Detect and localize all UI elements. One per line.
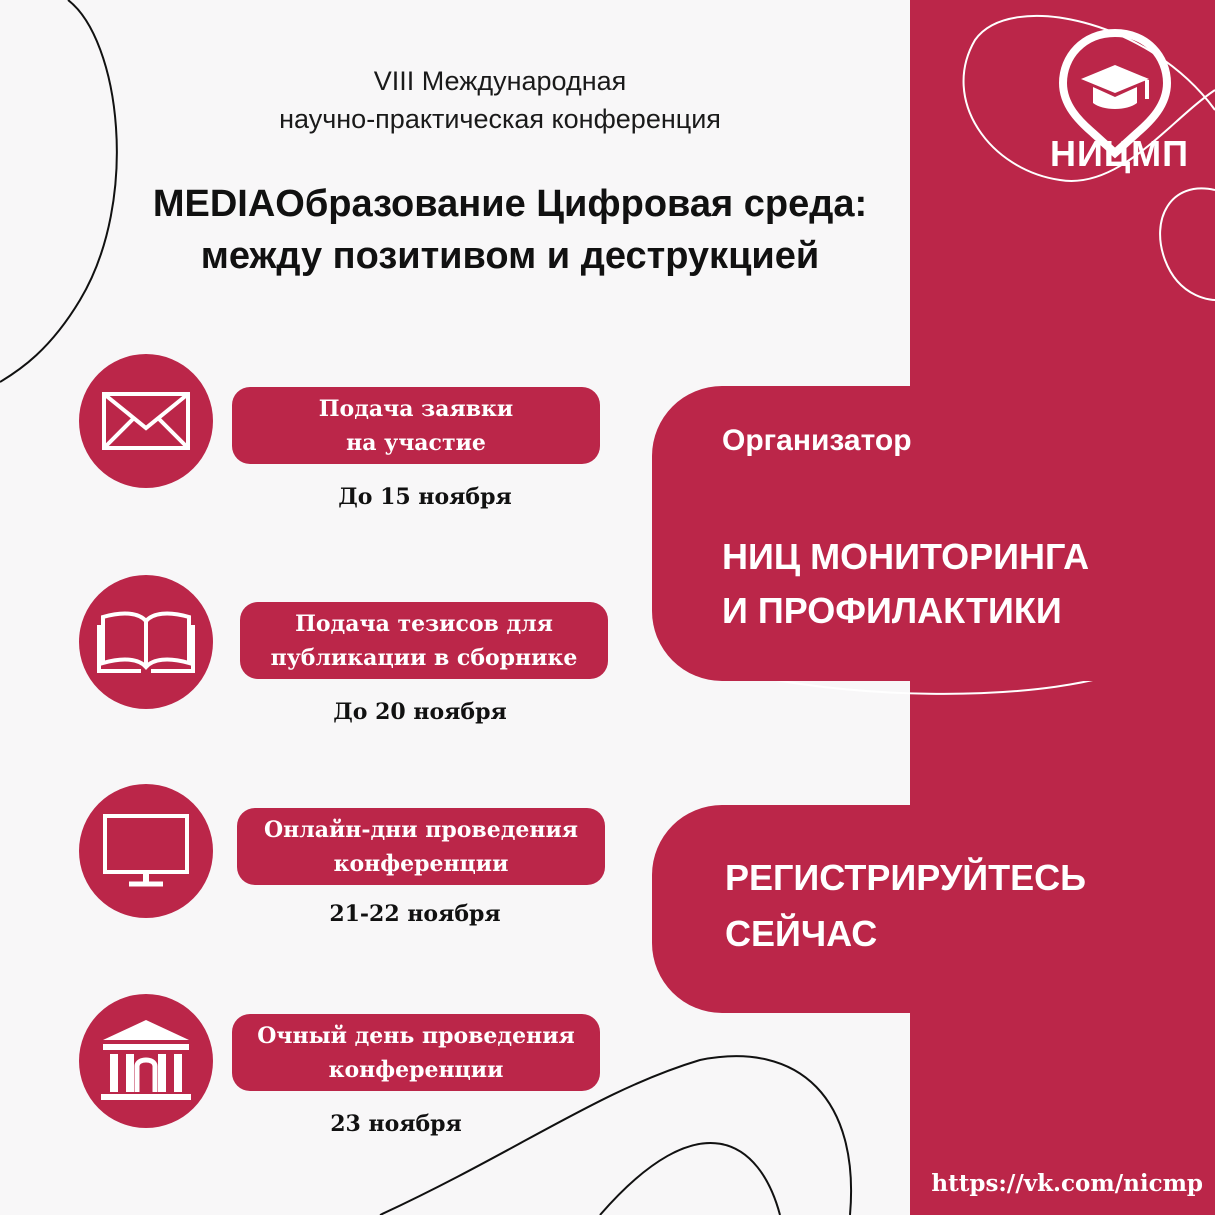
organizer-heading: Организатор bbox=[722, 424, 912, 457]
title-line-1: MEDIAОбразование Цифровая среда: bbox=[152, 183, 868, 225]
step-label-line-1: Подача тезисов для bbox=[295, 610, 553, 637]
step-date: 21-22 ноября bbox=[329, 901, 501, 927]
step-label-line-2: конференции bbox=[328, 1056, 504, 1083]
step-label-line-1: Очный день проведения bbox=[257, 1022, 575, 1049]
step-date: 23 ноября bbox=[330, 1111, 462, 1137]
building-icon bbox=[79, 994, 213, 1128]
step-label-line-1: Подача заявки bbox=[318, 395, 514, 422]
title-line-2: между позитивом и деструкцией bbox=[200, 235, 820, 277]
step-label-line-2: на участие bbox=[346, 429, 486, 456]
logo-text: НИЦМП bbox=[1050, 133, 1190, 174]
step-date: До 15 ноября bbox=[338, 484, 512, 510]
monitor-icon bbox=[79, 784, 213, 918]
envelope-icon bbox=[79, 354, 213, 488]
step-label-line-2: конференции bbox=[333, 850, 509, 877]
organizer-name bbox=[722, 530, 1089, 638]
book-icon bbox=[79, 575, 213, 709]
register-call-to-action[interactable] bbox=[725, 850, 1086, 962]
step-inperson-pill bbox=[232, 1014, 600, 1091]
step-label-line-1: Онлайн-дни проведения bbox=[263, 816, 579, 843]
conference-subtitle bbox=[200, 62, 800, 138]
register-line-2: СЕЙЧАС bbox=[725, 913, 878, 954]
subtitle-line-1: VIII Международная bbox=[373, 66, 627, 96]
step-application-pill bbox=[232, 387, 600, 464]
vk-link[interactable]: https://vk.com/nicmp bbox=[931, 1170, 1203, 1197]
step-label-line-2: публикации в сборнике bbox=[270, 644, 578, 671]
organizer-name-line-1: НИЦ МОНИТОРИНГА bbox=[722, 536, 1090, 577]
subtitle-line-2: научно-практическая конференция bbox=[279, 104, 721, 134]
conference-title bbox=[110, 178, 910, 282]
register-line-1: РЕГИСТРИРУЙТЕСЬ bbox=[725, 857, 1086, 898]
step-online-pill bbox=[237, 808, 605, 885]
step-theses-pill bbox=[240, 602, 608, 679]
step-date: До 20 ноября bbox=[333, 699, 507, 725]
organizer-name-line-2: И ПРОФИЛАКТИКИ bbox=[722, 590, 1062, 631]
